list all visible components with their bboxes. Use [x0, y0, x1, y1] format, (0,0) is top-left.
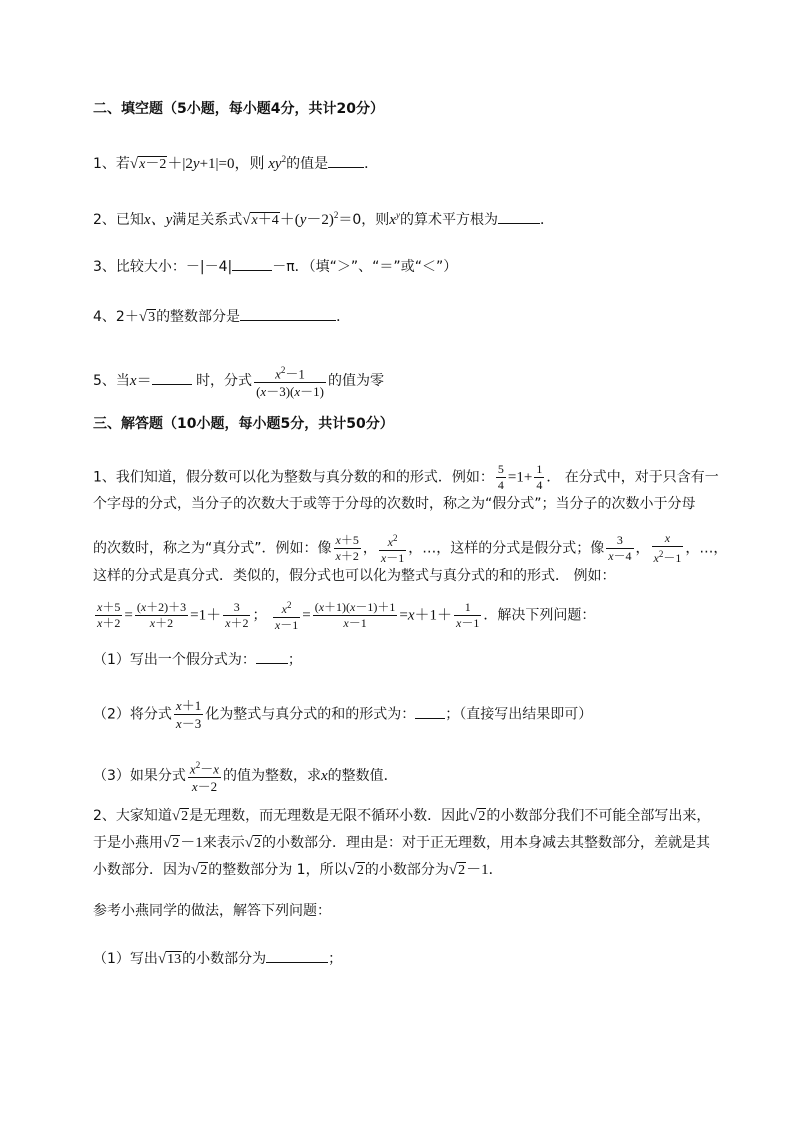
answer-blank[interactable] — [415, 704, 445, 719]
answer-blank[interactable] — [328, 153, 364, 168]
answer-blank[interactable] — [256, 649, 288, 664]
section-answer-heading: 三、解答题（10小题，每小题5分，共计50分） — [93, 416, 394, 432]
answer-blank[interactable] — [266, 948, 328, 963]
problem-1-sub-1: （1）写出一个假分式为： ； — [93, 649, 302, 670]
problem-2-line-1: 2、大家知道√2是无理数，而无理数是无限不循环小数．因此√2的小数部分我们不可能全部写出来， — [93, 808, 711, 824]
problem-1-sub-3: （3）如果分式 $\frac{x^2-x}{x-2}$ 的值为整数，求x的整数值． — [93, 757, 398, 795]
problem-1-sub-2: （2）将分式 $\frac{x+1}{x-3}$ 化为整式与真分式的和的形式为： ；（直接写出结果即可） — [93, 698, 593, 731]
problem-2-sub-1: （1）写出√13的小数部分为 ； — [93, 948, 342, 970]
answer-blank[interactable] — [232, 256, 272, 271]
answer-blank[interactable] — [240, 306, 336, 321]
problem-1-line-1: 1、我们知道，假分数可以化为整数与真分数的和的形式．例如： $\frac{5}{4}$ =1+ $\frac{1}{4}$ ． 在分式中，对于只含有一 — [93, 462, 719, 492]
problem-2-line-2: 于是小燕用√2－1来表示√2的小数部分．理由是：对于正无理数，用本身减去其整数部分，差就是其 — [93, 835, 710, 851]
problem-1-line-4: 这样的分式是真分式．类似的，假分式也可以化为整式与真分式的和的形式． 例如： — [93, 568, 616, 584]
fill-question-2: 2、已知x、y满足关系式$√x+4+(y-2)^2=0$，则$x^y$的算术平方根为 ． — [93, 210, 554, 228]
fill-question-1: 1、若√x－2＋|2y+1|=0，则 $xy^2$的值是 ． — [93, 154, 379, 172]
fill-question-3: 3、比较大小：－|－4| －π．（填“＞”、“＝”或“＜”） — [93, 256, 457, 277]
answer-blank[interactable] — [152, 370, 192, 385]
fill-question-4: 4、2＋√3的整数部分是 ． — [93, 306, 350, 328]
problem-1-line-2: 个字母的分式，当分子的次数大于或等于分母的次数时，称之为“假分式”；当分子的次数小于分母 — [93, 496, 696, 512]
problem-1-line-5: $\frac{x+5}{x+2}$ = $\frac{(x+2)+3}{x+2}$ =1＋ $\frac{3}{x+2}$ ； $\frac{x^2}{x-1}$ = $\frac{(x+1)(x-1)+1}{x-1}$ =x＋1＋ $\frac{1}{x-1}$ ．解决下列问题： — [97, 600, 596, 632]
problem-2-reference: 参考小燕同学的做法，解答下列问题： — [93, 903, 331, 919]
section-fill-blank-heading: 二、填空题（5小题，每小题4分，共计20分） — [93, 101, 384, 117]
fill-question-5: 5、当x＝ 时，分式 $\frac{x^2-1}{(x-3)(x-1)}$ 的值为零 — [93, 362, 384, 400]
answer-blank[interactable] — [498, 209, 540, 224]
problem-2-line-3: 小数部分．因为√2的整数部分为 1，所以√2的小数部分为√2－1． — [93, 862, 503, 878]
problem-1-line-3: 的次数时，称之为“真分式”．例如：像 $\frac{x+5}{x+2}$ ， $\frac{x^2}{x-1}$ ，…，这样的分式是假分式；像 $\frac{3}{x-4}$ ， $\frac{x}{x^2-1}$ ，…， — [93, 531, 728, 565]
